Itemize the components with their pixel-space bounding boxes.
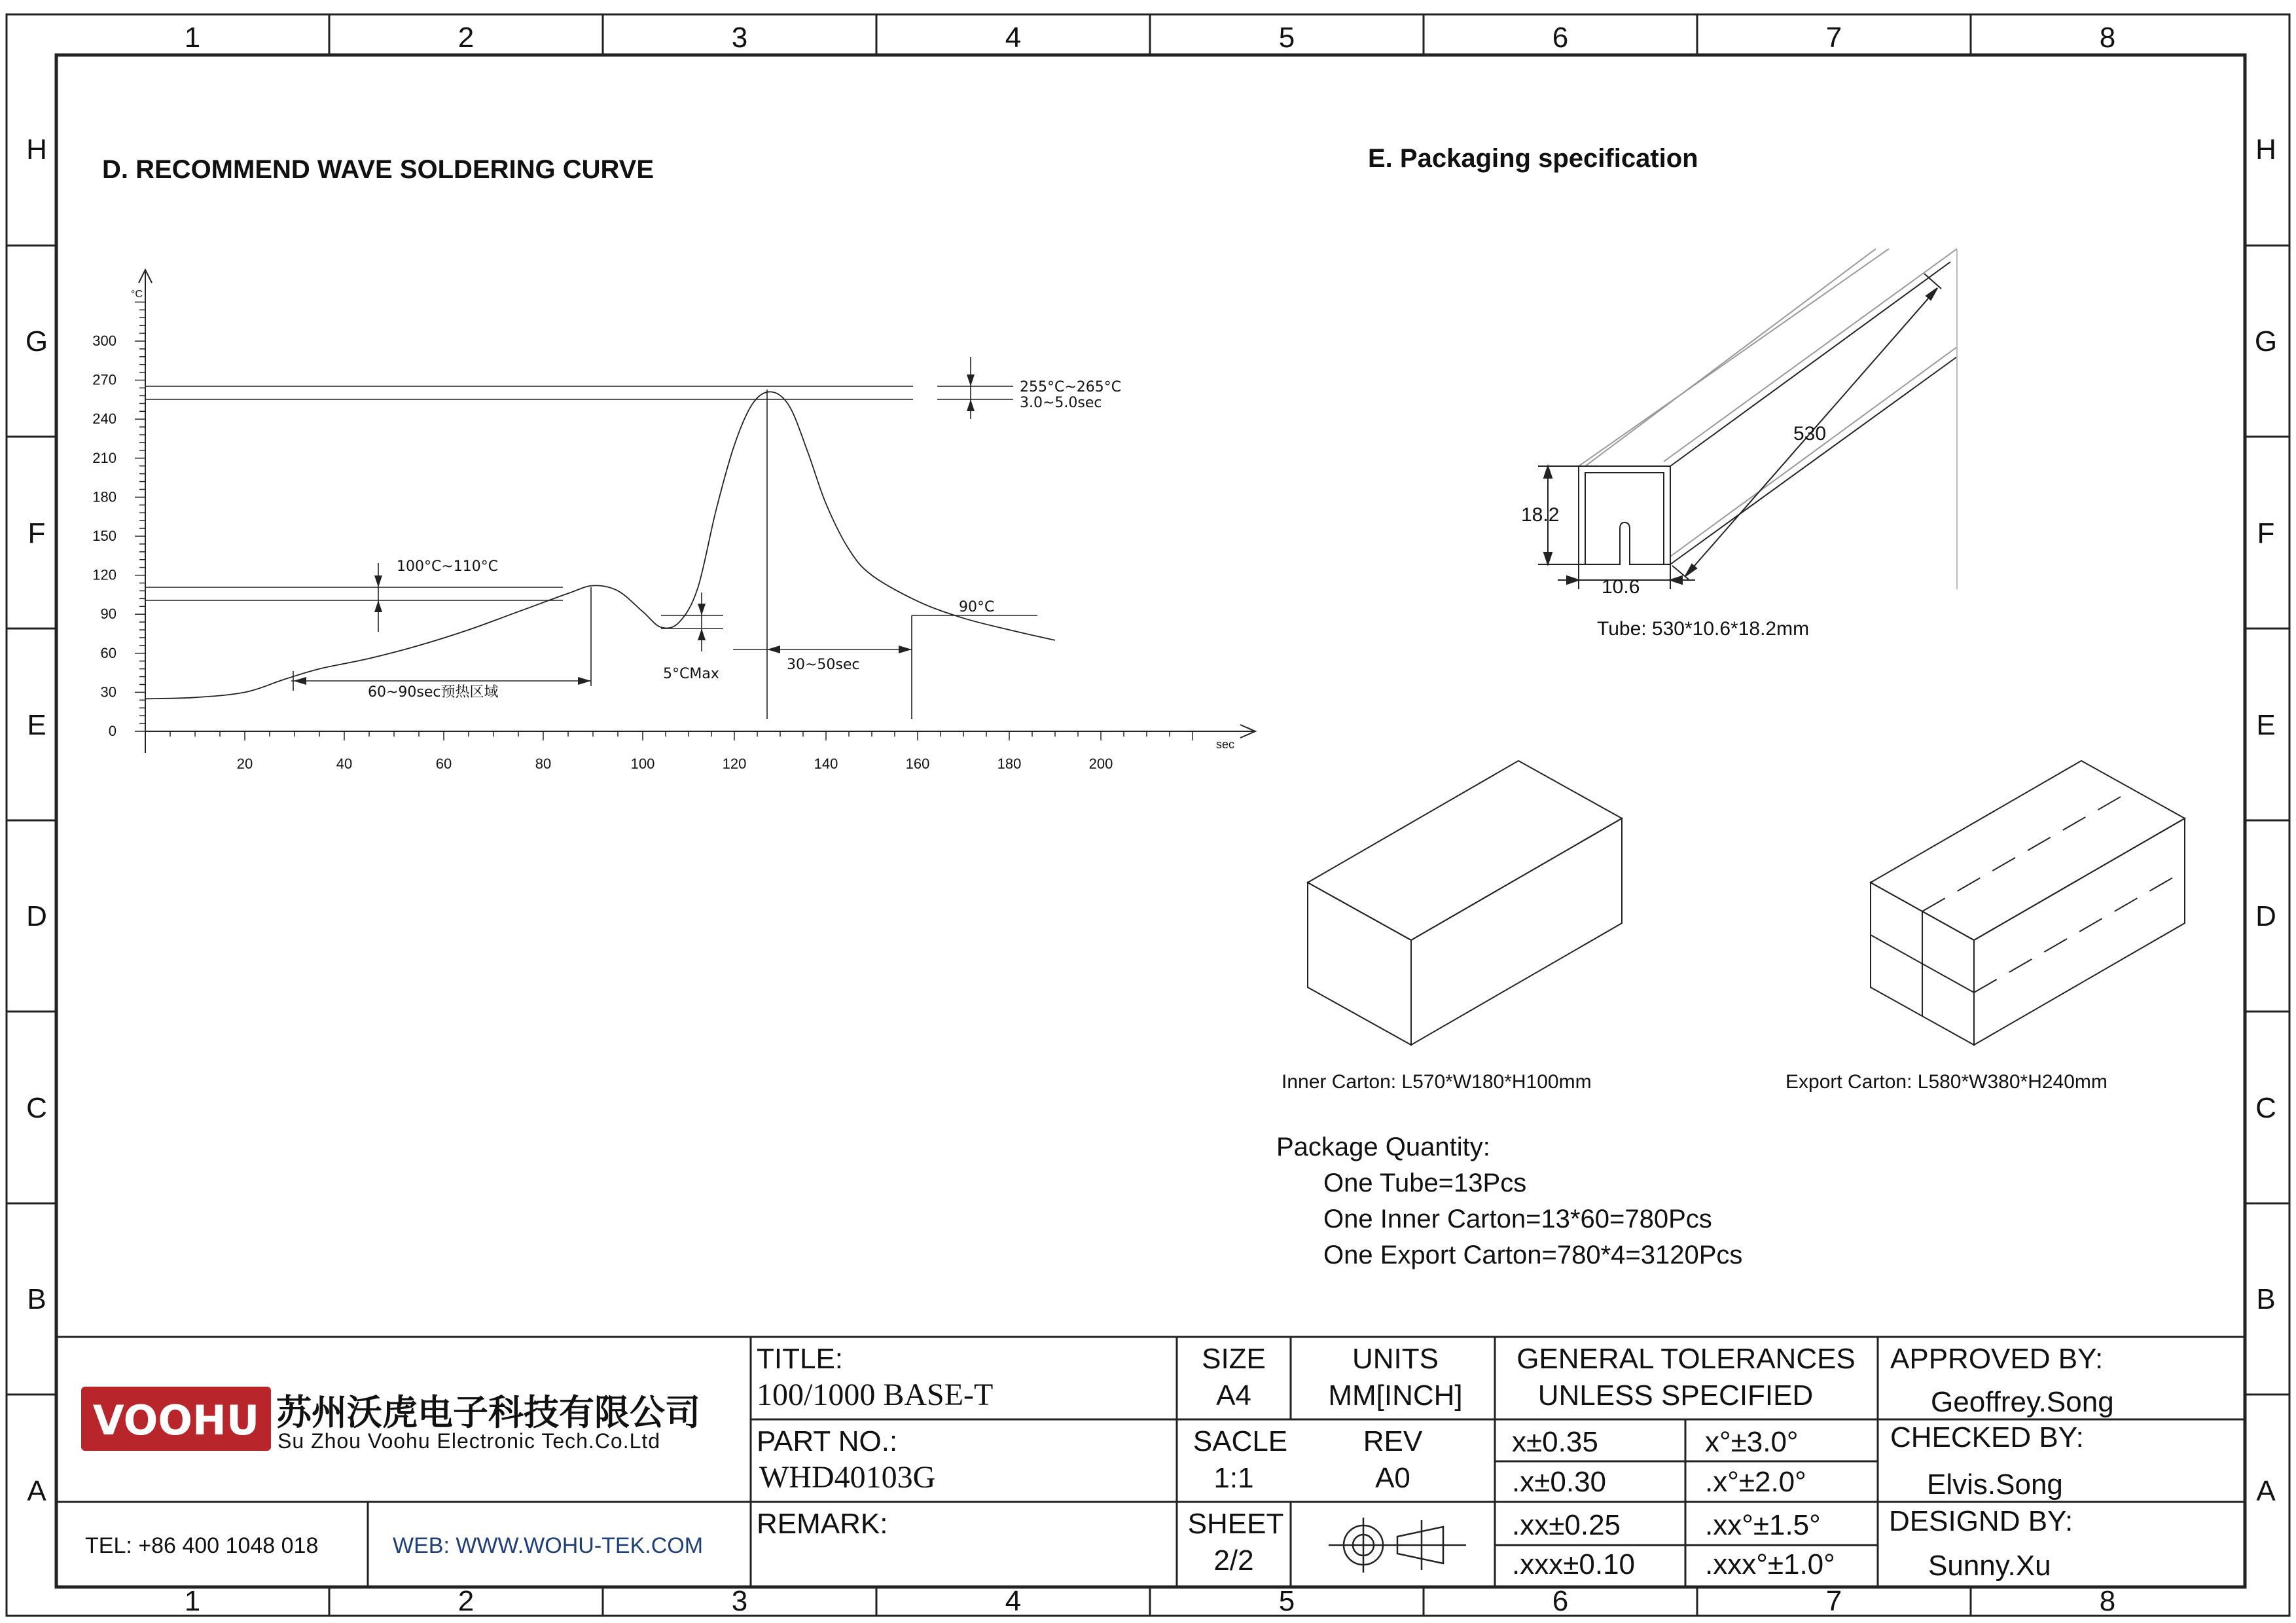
checked-by-label: CHECKED BY:: [1890, 1421, 2084, 1453]
soldering-section-title: D. RECOMMEND WAVE SOLDERING CURVE: [102, 155, 655, 184]
y-tick-label: 60: [100, 644, 117, 661]
y-tick-label: 90: [100, 606, 117, 623]
zone-col-bottom: 7: [1825, 1585, 1842, 1617]
size-value: A4: [1216, 1379, 1251, 1412]
units-value: MM[INCH]: [1328, 1379, 1463, 1412]
rev-label: REV: [1363, 1425, 1423, 1457]
tolerance-linear: .xx±0.25: [1512, 1509, 1621, 1541]
y-tick-label: 240: [92, 410, 117, 428]
scale-label: SACLE: [1193, 1425, 1288, 1457]
zone-row-left: A: [27, 1475, 46, 1507]
x-tick-label: 60: [435, 756, 452, 772]
x-tick-label: 20: [236, 756, 253, 772]
sheet-label: SHEET: [1187, 1508, 1284, 1540]
x-tick-label: 180: [997, 756, 1022, 772]
zone-row-left: B: [27, 1283, 46, 1315]
scale-value: 1:1: [1213, 1462, 1254, 1494]
package-quantity-heading: Package Quantity:: [1276, 1133, 1490, 1161]
company-logo: [81, 1387, 271, 1451]
tube-caption: Tube: 530*10.6*18.2mm: [1597, 618, 1810, 640]
zone-row-right: A: [2256, 1475, 2276, 1507]
export-carton-caption: Export Carton: L580*W380*H240mm: [1785, 1071, 2108, 1093]
zone-col-bottom: 8: [2099, 1585, 2116, 1617]
inner-carton-caption: Inner Carton: L570*W180*H100mm: [1282, 1071, 1592, 1093]
preheat-time-annotation: 60~90sec预热区域: [368, 684, 499, 701]
x-tick-label: 120: [722, 756, 747, 772]
y-tick-label: 210: [92, 449, 117, 466]
package-quantity-line: One Export Carton=780*4=3120Pcs: [1323, 1241, 1743, 1269]
zone-col-bottom: 6: [1552, 1585, 1569, 1617]
zone-col-bottom: 2: [457, 1585, 475, 1617]
zone-col-bottom: 3: [731, 1585, 748, 1617]
y-tick-label: 180: [92, 488, 117, 505]
y-tick-label: 300: [92, 333, 117, 349]
tolerance-angular: .xx°±1.5°: [1705, 1509, 1821, 1541]
company-name-en: Su Zhou Voohu Electronic Tech.Co.Ltd: [278, 1429, 661, 1453]
tolerance-linear: .xxx±0.10: [1512, 1548, 1636, 1580]
zone-col-top: 4: [1005, 22, 1022, 54]
x-tick-label: 100: [630, 756, 655, 772]
y-tick-label: 270: [92, 371, 117, 388]
zone-row-right: E: [2256, 709, 2276, 741]
tolerance-angular: .x°±2.0°: [1705, 1466, 1806, 1498]
zone-row-right: B: [2256, 1283, 2276, 1315]
size-label: SIZE: [1202, 1343, 1266, 1375]
x-tick-label: 160: [905, 756, 930, 772]
approved-by-value: Geoffrey.Song: [1931, 1386, 2114, 1418]
zone-row-left: D: [26, 900, 47, 932]
tolerance-linear: x±0.35: [1512, 1426, 1598, 1458]
package-quantity: [1276, 1133, 1742, 1269]
approved-by-label: APPROVED BY:: [1890, 1343, 2104, 1375]
tolerance-linear: .x±0.30: [1512, 1466, 1607, 1498]
title-label: TITLE:: [757, 1343, 844, 1375]
peak-temp-annotation: 255°C~265°C: [1020, 379, 1122, 395]
checked-by-value: Elvis.Song: [1927, 1468, 2063, 1501]
company-name-cn: 苏州沃虎电子科技有限公司: [276, 1393, 700, 1432]
x-tick-label: 200: [1088, 756, 1113, 772]
peak-time-annotation: 3.0~5.0sec: [1020, 395, 1102, 411]
dip-annotation: 5°CMax: [663, 666, 719, 682]
zone-col-top: 8: [2099, 22, 2116, 54]
part-no-label: PART NO.:: [757, 1425, 898, 1457]
drawing-frame: [7, 14, 2289, 1616]
soldering-profile-curve: [145, 392, 1055, 699]
cool-temp-annotation: 90°C: [959, 599, 995, 615]
soldering-curve-chart: [92, 270, 1255, 772]
tolerances-heading: GENERAL TOLERANCES: [1516, 1343, 1856, 1375]
inner-carton-drawing: [1308, 761, 1622, 1045]
y-tick-label: 30: [100, 684, 117, 701]
zone-col-bottom: 5: [1278, 1585, 1295, 1617]
designed-by-value: Sunny.Xu: [1928, 1550, 2051, 1582]
x-unit-label: sec: [1216, 738, 1235, 751]
x-tick-label: 80: [535, 756, 552, 772]
tube-width-dim: 10.6: [1602, 576, 1640, 598]
rev-value: A0: [1375, 1462, 1410, 1494]
sheet-value: 2/2: [1213, 1544, 1254, 1577]
zone-col-top: 1: [184, 22, 201, 54]
y-tick-label: 150: [92, 528, 117, 544]
logo-text: VOOHU: [92, 1396, 260, 1444]
zone-row-right: G: [2254, 325, 2278, 357]
tolerances-subheading: UNLESS SPECIFIED: [1537, 1379, 1814, 1412]
tube-drawing: [1538, 249, 1957, 589]
y-unit-label: °C: [131, 289, 143, 300]
package-quantity-line: One Inner Carton=13*60=780Pcs: [1323, 1205, 1712, 1233]
zone-row-right: C: [2255, 1092, 2276, 1124]
projection-symbol-icon: [1329, 1518, 1466, 1573]
zone-col-top: 3: [731, 22, 748, 54]
zone-row-right: H: [2255, 134, 2276, 166]
zone-col-bottom: 4: [1005, 1585, 1022, 1617]
export-carton-drawing: [1871, 761, 2185, 1045]
zone-row-left: H: [26, 134, 47, 166]
zone-row-right: D: [2255, 900, 2276, 932]
zone-row-left: C: [26, 1092, 47, 1124]
part-no-value: WHD40103G: [759, 1460, 936, 1495]
cool-time-annotation: 30~50sec: [787, 657, 860, 673]
tube-length-dim: 530: [1793, 423, 1827, 445]
website-link[interactable]: WEB: WWW.WOHU-TEK.COM: [393, 1533, 704, 1558]
zone-row-left: G: [25, 325, 48, 357]
zone-col-bottom: 1: [184, 1585, 201, 1617]
title-value: 100/1000 BASE-T: [757, 1377, 994, 1412]
zone-row-right: F: [2257, 517, 2275, 549]
units-label: UNITS: [1352, 1343, 1439, 1375]
zone-col-top: 2: [457, 22, 475, 54]
zone-col-top: 7: [1825, 22, 1842, 54]
tolerance-angular: .xxx°±1.0°: [1705, 1548, 1835, 1580]
zone-col-top: 6: [1552, 22, 1569, 54]
y-tick-label: 120: [92, 566, 117, 583]
zone-row-left: F: [27, 517, 46, 549]
preheat-temp-annotation: 100°C~110°C: [397, 558, 499, 575]
packaging-section-title: E. Packaging specification: [1368, 144, 1698, 173]
x-tick-label: 140: [814, 756, 838, 772]
tube-height-dim: 18.2: [1521, 504, 1560, 526]
reference-lines: [145, 357, 1037, 719]
zone-row-left: E: [27, 709, 46, 741]
package-quantity-line: One Tube=13Pcs: [1323, 1169, 1527, 1197]
x-tick-label: 40: [336, 756, 353, 772]
zone-col-top: 5: [1278, 22, 1295, 54]
phone-number: TEL: +86 400 1048 018: [85, 1533, 319, 1558]
remark-label: REMARK:: [757, 1508, 888, 1540]
tolerance-angular: x°±3.0°: [1705, 1426, 1799, 1458]
dimension-arrowheads: [293, 374, 975, 685]
y-tick-label: 0: [108, 723, 117, 739]
designed-by-label: DESIGND BY:: [1889, 1505, 2073, 1537]
